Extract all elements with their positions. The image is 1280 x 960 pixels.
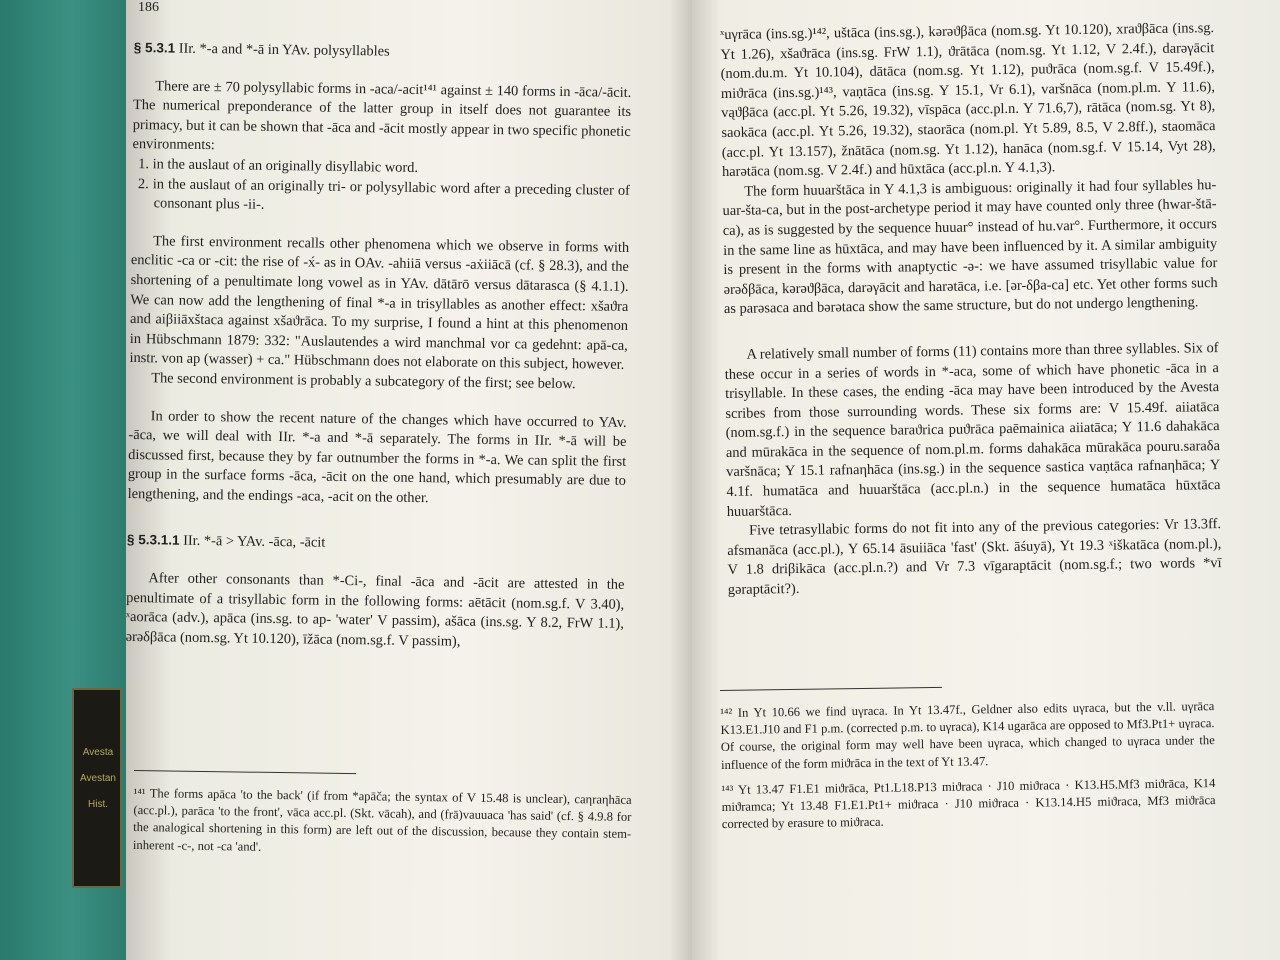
footnote: ¹⁴¹ The forms apāca 'to the back' (if from *apāča; the syntax of V 15.48 is unclear), caηraηhāca (acc.pl.), parāca 'to the front', vāca acc.pl. (Skt. vācah), and (frā)vauuaca 'has said' (cf. § 4.9.8 for the analogical shortening in this form) are left out of the discussion, because they contain stem-inherent -c-, not -ca 'and'. [132, 785, 632, 854]
right-footnotes [720, 683, 1216, 833]
section-number: § 5.3.1 [133, 39, 176, 56]
spine-text [78, 740, 118, 818]
spine-line: Avesta [82, 747, 114, 758]
section-number: § 5.3.1.1 [126, 532, 180, 549]
page-number: 186 [138, 0, 159, 15]
paragraph: ˣuγrāca (ins.sg.)¹⁴², uštāca (ins.sg.), kərəϑβāca (nom.sg. Yt 10.120), xraϑβāca (ins.sg. Yt 1.26), xšaϑrāca (ins.sg. FrW 1.1), ϑrātāca (nom.sg. Yt 1.12, V 2.4f.), darəγācit (nom.du.m. Yt 10.104), dātāca (nom.sg. Yt 1.12), puϑrāca (nom.sg.f. V 15.49f.), miϑrāca (ins.sg.)¹⁴³, vaṇtāca (ins.sg. Y 15.1, Vr 6.1), varšnāca (nom.pl.m. Y 11.6), vąϑβāca (acc.pl. Yt 5.26, 19.32), vīspāca (acc.pl.n. Y 71.6,7), rātāca (nom.sg. Yt 8), saokāca (acc.pl. Yt 5.26, 19.32), staorāca (nom.pl. Yt 5.89, 8.5, V 2.8ff.), staomāca (acc.pl. Yt 13.157), žnātāca (nom.sg. Yt 1.12), hanāca (nom.sg.f. V 15.14, Vyt 28), harətāca (nom.sg. V 2.4f.) and hūxtāca (acc.pl.n. Y 4.1,3). [720, 20, 1216, 181]
footnote: ¹⁴³ Yt 13.47 F1.E1 miϑrāca, Pt1.L18.P13 miϑraca · J10 miϑraca · K13.H5.Mf3 miϑrāca, K14 miϑramca; Yt 13.48 F1.E1.Pt1+ miϑraca · J10 miϑraca · K13.14.H5 miϑraca, Mf3 miϑrāca corrected by erasure to miϑraca. [721, 775, 1216, 832]
list-item: 1. in the auslaut of an originally disyllabic word. [138, 156, 419, 176]
section-title: IIr. *-a and *-ā in YAv. polysyllables [178, 40, 390, 60]
footnote: ¹⁴² In Yt 10.66 we find uγraca. In Yt 13.47f., Geldner also edits uγraca, but the v.ll. uγrāca K13.E1.J10 and F1 p.m. (corrected p.m. to uγraca), K14 ugarāca are opposed to Mf3.Pt1+ uγraca. Of course, the original form may well have been uγraca, which changed to uγraca under the influence of the form miϑrāca in the text of Yt 13.47. [720, 699, 1215, 772]
spine-line: Hist. [88, 799, 108, 810]
paragraph: The second environment is probably a subcategory of the first; see below. [151, 370, 576, 393]
paragraph: The first environment recalls other phenomena which we observe in forms with enclitic -ca or -cit: the rise of -x́- as in OAv. -ahiiā versus -aẋiiācā (cf. § 28.3), and the shortening of a penultimate long vowel as in YAv. dātārō versus dātarasca (§ 4.1.1). We can now add the lengthening of final *-a in trisyllables as another effect: xšaϑra and aiβiiāxštaca against xšaϑrāca. To my surprise, I found a hint at this phenomenon in Hübschmann 1879: 332: "Auslautendes a wird manchmal vor ca gedehnt: apā-ca, instr. von ap (wasser) + ca." Hübschmann does not elaborate on this subject, however. [129, 233, 630, 374]
list-item: 2. in the auslaut of an originally tri- or polysyllabic word after a preceding cluster of consonant plus -ii-. [137, 175, 631, 213]
paragraph: Five tetrasyllabic forms do not fit into any of the previous categories: Vr 13.3ff. afsmanāca (acc.pl.), Y 65.14 āsuiiāca 'fast' (Skt. āśuyā), Yt 19.3 ˣiškatāca (nom.pl.), V 1.8 driβikāca (acc.pl.n.?) and Vr 7.3 vīgaraptācit (nom.sg.f.; two words *vī gəraptācit?). [727, 516, 1222, 598]
spine-line: Avestan [80, 773, 116, 784]
paragraph: After other consonants than *-Ci-, final -āca and -ācit are attested in the penultimate of a trisyllabic form in the following forms: aētācit (nom.sg.f. V 3.40), ˣaorāca (adv.), apāca (ins.sg. to ap- 'water' V passim), ašāca (ins.sg. Y 8.2, FrW 1.1), ərəδβāca (nom.sg. Yt 10.120), īžāca (nom.sg.f. V passim), [126, 570, 625, 650]
paragraph: The form huuarštāca in Y 4.1,3 is ambiguous: originally it had four syllables hu-uar-šta-ca, but in the post-archetype period it may have counted only three (hwar-štā-ca), as is suggested by the sequence huuar° instead of hu.var°. Furthermore, it occurs in the same line as hūxtāca, and may have been influenced by it. A similar ambiguity is present in the forms with anaptyctic -ə-: we have assumed trisyllabic value for ərəδβāca, kərəϑβāca, darəγācit and harətāca, i.e. [ər-δβa-ca] etc. Yet other forms such as parəsaca and bərətaca show the same structure, but do not undergo lengthening. [722, 176, 1218, 318]
left-page [126, 0, 692, 960]
paragraph: In order to show the recent nature of the changes which have occurred to YAv. -āca, we will deal with IIr. *-a and *-ā separately. The forms in IIr. *-ā will be discussed first, because they by far outnumber the forms in *-a. We can split the first group in the surface forms -āca, -ācit on the one hand, which presumably are due to lengthening, and the endings -aca, -acit on the other. [127, 407, 627, 507]
section-title: IIr. *-ā > YAv. -āca, -ācit [183, 533, 326, 552]
left-footnotes [133, 770, 632, 861]
right-page [692, 0, 1280, 960]
left-page-text [126, 38, 632, 654]
paragraph: There are ± 70 polysyllabic forms in -aca/-acit¹⁴¹ against ± 140 forms in -āca/-ācit. The numerical preponderance of the latter group in itself does not guarantee its primacy, but it can be shown that -āca and -ācit mostly appear in two specific phonetic environments: [132, 77, 632, 154]
paragraph: A relatively small number of forms (11) contains more than three syllables. Six of these occur in a series of words in *-aca, some of which have phonetic -āca in a trisyllable. In these cases, the ending -āca may have been introduced by the Avesta scribes from those surrounding words. These six forms are: V 15.49f. aiiatāca (nom.sg.f.) in the sequence baraϑrica puϑrāca paēmainica aiiatāca; Y 11.6 dahakāca and mūrakāca in the sequence of nom.pl.m. forms dahakāca mūrakāca pouru.saraδa varšnāca; Y 15.1 rafnaηhāca (ins.sg.) in the sequence sastica vaṇtāca rafnaηhāca; Y 4.1f. humatāca and huuarštāca (acc.pl.n.) in the sequence humatāca hūxtāca huuarštāca. [724, 339, 1221, 520]
spine-label [72, 688, 122, 888]
right-page-text [720, 19, 1222, 600]
